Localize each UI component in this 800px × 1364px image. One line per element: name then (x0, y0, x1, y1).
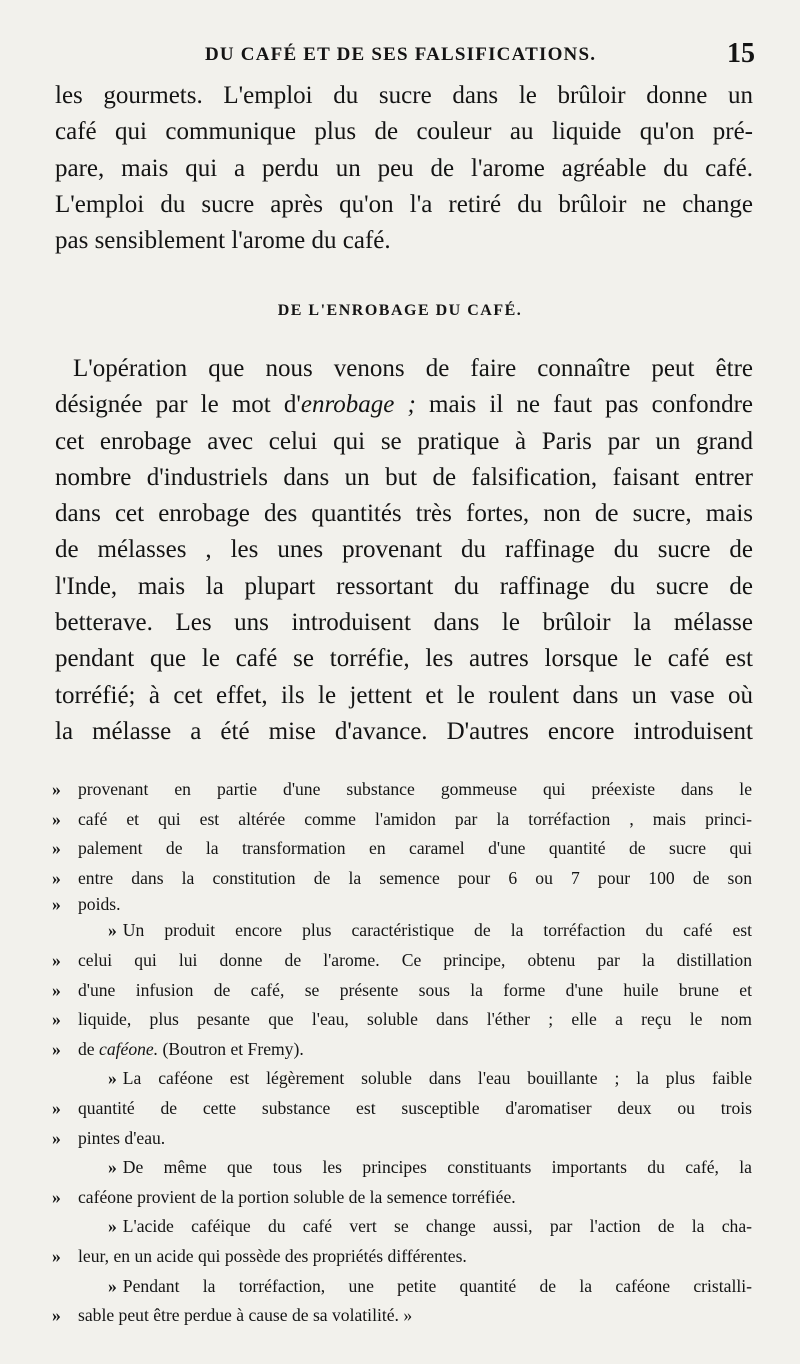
quote-mark: » (108, 1157, 117, 1178)
quote-text (78, 1212, 752, 1242)
text-run: de (78, 1038, 100, 1059)
quote-line (52, 1124, 752, 1154)
quote-line (52, 1301, 752, 1331)
quote-line (52, 946, 752, 976)
quote-text (78, 916, 752, 946)
quote-text (78, 1064, 752, 1094)
quote-line (52, 1212, 752, 1242)
text-line: L'opération que nous venons de faire connaître peut être (73, 355, 753, 382)
quote-line (52, 864, 752, 894)
quote-mark: » (52, 867, 61, 888)
quote-line (52, 1242, 752, 1272)
text-line: dans cet enrobage des quantités très fortes, non de sucre, mais (55, 500, 753, 528)
quote-mark: » (52, 1097, 61, 1118)
quote-line (52, 976, 752, 1006)
quote-text: palement de la transformation en caramel d'une quantité de sucre qui (78, 838, 752, 859)
text-run: Pendant la torréfaction, une petite quantité de la caféone cristalli- (122, 1275, 752, 1296)
quote-mark: » (108, 920, 117, 941)
quote-text: pintes d'eau. (78, 1127, 166, 1148)
italic-term: enrobage ; (300, 391, 416, 419)
quote-text: liquide, plus pesante que l'eau, soluble dans l'éther ; elle a reçu le nom (78, 1009, 752, 1030)
quote-line (52, 1094, 752, 1124)
quote-line (52, 834, 752, 864)
text-run: désignée par le mot d' (55, 391, 301, 419)
page-header (55, 38, 755, 78)
text-line: café qui communique plus de couleur au liquide qu'on pré- (55, 118, 753, 146)
italic-term: caféone. (99, 1038, 159, 1059)
quote-line (52, 1272, 752, 1302)
text-run: mais il ne faut pas confondre (415, 391, 753, 419)
quote-mark: » (52, 808, 61, 829)
quote-mark: » (52, 1245, 61, 1266)
quote-mark: » (108, 1216, 117, 1237)
text-line: les gourmets. L'emploi du sucre dans le brûloir donne un (55, 82, 753, 109)
quote-text: entre dans la constitution de la semence pour 6 ou 7 pour 100 de son (78, 867, 752, 888)
section-title: DE L'ENROBAGE DU CAFÉ. (277, 302, 523, 319)
text-line: cet enrobage avec celui qui se pratique à Paris par un grand (55, 427, 753, 455)
quote-mark: » (52, 1009, 61, 1030)
text-line: de mélasses , les unes provenant du raffinage du sucre de (55, 536, 753, 564)
quote-text: sable peut être perdue à cause de sa volatilité. » (78, 1305, 413, 1326)
text-run: Un produit encore plus caractéristique de la torréfaction du café est (122, 920, 752, 941)
quotation-block (52, 775, 752, 1331)
text-line: betterave. Les uns introduisent dans le brûloir la mélasse (55, 609, 753, 637)
quote-text: caféone provient de la portion soluble de la semence torréfiée. (78, 1186, 516, 1207)
text-line (55, 387, 753, 423)
quote-line (52, 916, 752, 946)
quote-mark: » (108, 1068, 117, 1089)
quote-mark: » (52, 1186, 61, 1207)
quote-line (52, 1183, 752, 1213)
text-line: pare, mais qui a perdu un peu de l'arome agréable du café. (55, 154, 753, 182)
quote-text: d'une infusion de café, se présente sous la forme d'une huile brune et (78, 979, 752, 1000)
quote-mark: » (108, 1275, 117, 1296)
quote-line (52, 775, 752, 805)
text-line: pas sensiblement l'arome du café. (55, 227, 391, 255)
quote-mark: » (52, 779, 61, 799)
quote-mark: » (52, 1305, 61, 1326)
text-line: torréfié; à cet effet, ils le jettent et le roulent dans un vase où (55, 681, 753, 709)
quote-text (78, 1035, 752, 1065)
text-line: L'emploi du sucre après qu'on l'a retiré du brûloir ne change (55, 190, 753, 218)
quote-line (52, 1064, 752, 1094)
quote-mark: » (52, 838, 61, 859)
quote-line (52, 1005, 752, 1035)
text-run: De même que tous les principes constituants importants du café, la (122, 1157, 752, 1178)
quote-line (52, 1153, 752, 1183)
top-paragraph (55, 78, 753, 259)
quote-text (78, 1272, 752, 1302)
quote-text: quantité de cette substance est susceptible d'aromatiser deux ou trois (78, 1097, 752, 1118)
quote-mark: » (52, 894, 61, 915)
text-run: La caféone est légèrement soluble dans l'eau bouillante ; la plus faible (122, 1068, 752, 1089)
main-paragraph (55, 351, 753, 750)
quote-mark: » (52, 1038, 61, 1059)
quote-mark: » (52, 949, 61, 970)
text-run: (Boutron et Fremy). (158, 1038, 304, 1059)
text-line: la mélasse a été mise d'avance. D'autres encore introduisent (55, 717, 753, 745)
text-line: pendant que le café se torréfie, les autres lorsque le café est (55, 645, 753, 673)
quote-text (78, 1153, 752, 1183)
text-line: nombre d'industriels dans un but de falsification, faisant entrer (55, 463, 753, 491)
text-line: l'Inde, mais la plupart ressortant du raffinage du sucre de (55, 572, 753, 600)
page-number: 15 (727, 38, 755, 69)
quote-line (52, 805, 752, 835)
quote-text: celui qui lui donne de l'arome. Ce principe, obtenu par la distillation (78, 949, 752, 970)
text-run: L'acide caféique du café vert se change aussi, par l'action de la cha- (122, 1216, 752, 1237)
quote-text: leur, en un acide qui possède des propriétés différentes. (78, 1245, 467, 1266)
running-head: DU CAFÉ ET DE SES FALSIFICATIONS. (205, 44, 597, 65)
quote-line (52, 1035, 752, 1065)
quote-text: café et qui est altérée comme l'amidon par la torréfaction , mais princi- (78, 808, 752, 829)
quote-mark: » (52, 979, 61, 1000)
quote-line (52, 893, 752, 916)
quote-text: provenant en partie d'une substance gommeuse qui préexiste dans le (78, 779, 752, 799)
quote-text: poids. (78, 894, 121, 915)
quote-mark: » (52, 1127, 61, 1148)
